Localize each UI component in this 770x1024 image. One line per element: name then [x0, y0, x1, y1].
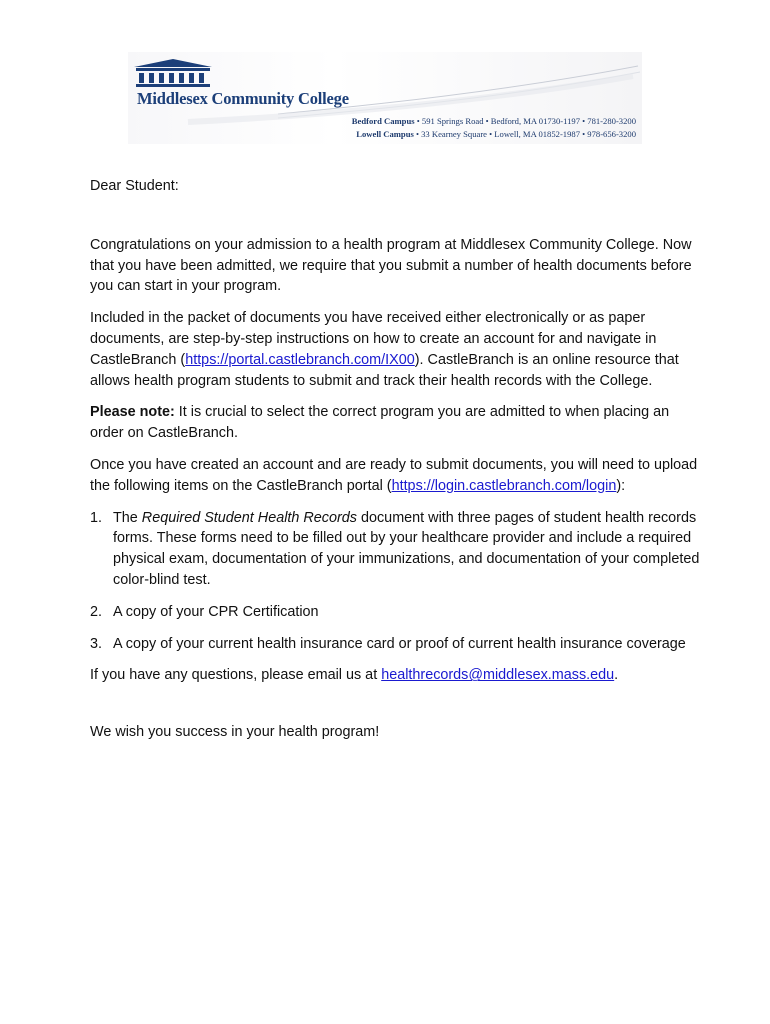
upload-paragraph	[90, 455, 700, 497]
lowell-campus-address	[356, 129, 636, 139]
list-item	[90, 602, 700, 623]
list-item	[90, 634, 700, 655]
portal-link[interactable]: https://portal.castlebranch.com/IX00	[185, 351, 415, 368]
lowell-campus-details: • 33 Kearney Square • Lowell, MA 01852-1987 • 978-656-3200	[413, 129, 636, 139]
note-label: Please note:	[90, 404, 175, 421]
list-item-number: 2.	[90, 603, 103, 620]
closing-line: We wish you success in your health program!	[90, 724, 380, 741]
questions-text: If you have any questions, please email us at	[90, 667, 382, 684]
bedford-campus-label: Bedford Campus	[351, 116, 415, 126]
bedford-campus-details: • 591 Springs Road • Bedford, MA 01730-1197 • 781-280-3200	[414, 116, 636, 126]
college-building-icon	[133, 58, 213, 88]
list-item-text	[113, 508, 700, 591]
packet-text-end: ). CastleBranch is an online resource that allows health program students to submit and track their health records with the College.	[90, 351, 679, 389]
upload-text-start: Once you have created an account and are ready to submit documents, you will need to upload the following items on the CastleBranch portal (	[90, 456, 698, 494]
bedford-campus-address	[352, 116, 636, 126]
requirements-list	[90, 508, 700, 655]
lowell-campus-label: Lowell Campus	[356, 129, 414, 139]
questions-end: .	[614, 667, 619, 684]
login-link[interactable]: https://login.castlebranch.com/login	[391, 477, 617, 494]
letter-body	[90, 176, 700, 743]
email-link[interactable]: healthrecords@middlesex.mass.edu	[381, 667, 615, 684]
packet-paragraph	[90, 308, 700, 391]
letterhead	[128, 52, 642, 144]
list-item-text: A copy of your current health insurance card or proof of current health insurance coverage	[113, 635, 686, 652]
college-name: Middlesex Community College	[137, 89, 349, 108]
list-item	[90, 508, 700, 591]
intro-paragraph: Congratulations on your admission to a health program at Middlesex Community College. Now that you have been admitted, we require that you submit a number of health documents before you can start in your program.	[90, 236, 692, 295]
salutation: Dear Student:	[90, 178, 179, 194]
packet-text-start: Included in the packet of documents you have received either electronically or as paper documents, are step-by-step instructions on how to create an account for and navigate in CastleBranch (	[90, 310, 657, 368]
health-records-title: Required Student Health Records	[141, 509, 357, 526]
note-paragraph	[90, 402, 700, 444]
list-item-description: document with three pages of student health records forms. These forms need to be filled out by your healthcare provider and include a required physical exam, documentation of your immunizations, and documentation of your completed color-blind test.	[113, 509, 700, 588]
list-item-prefix: The	[113, 509, 142, 526]
note-text: It is crucial to select the correct program you are admitted to when placing an order on CastleBranch.	[90, 404, 670, 442]
list-item-text: A copy of your CPR Certification	[113, 603, 319, 620]
list-item-number: 3.	[90, 635, 103, 652]
upload-text-end: ):	[616, 477, 626, 494]
questions-paragraph	[90, 665, 700, 686]
list-item-number: 1.	[90, 509, 103, 526]
